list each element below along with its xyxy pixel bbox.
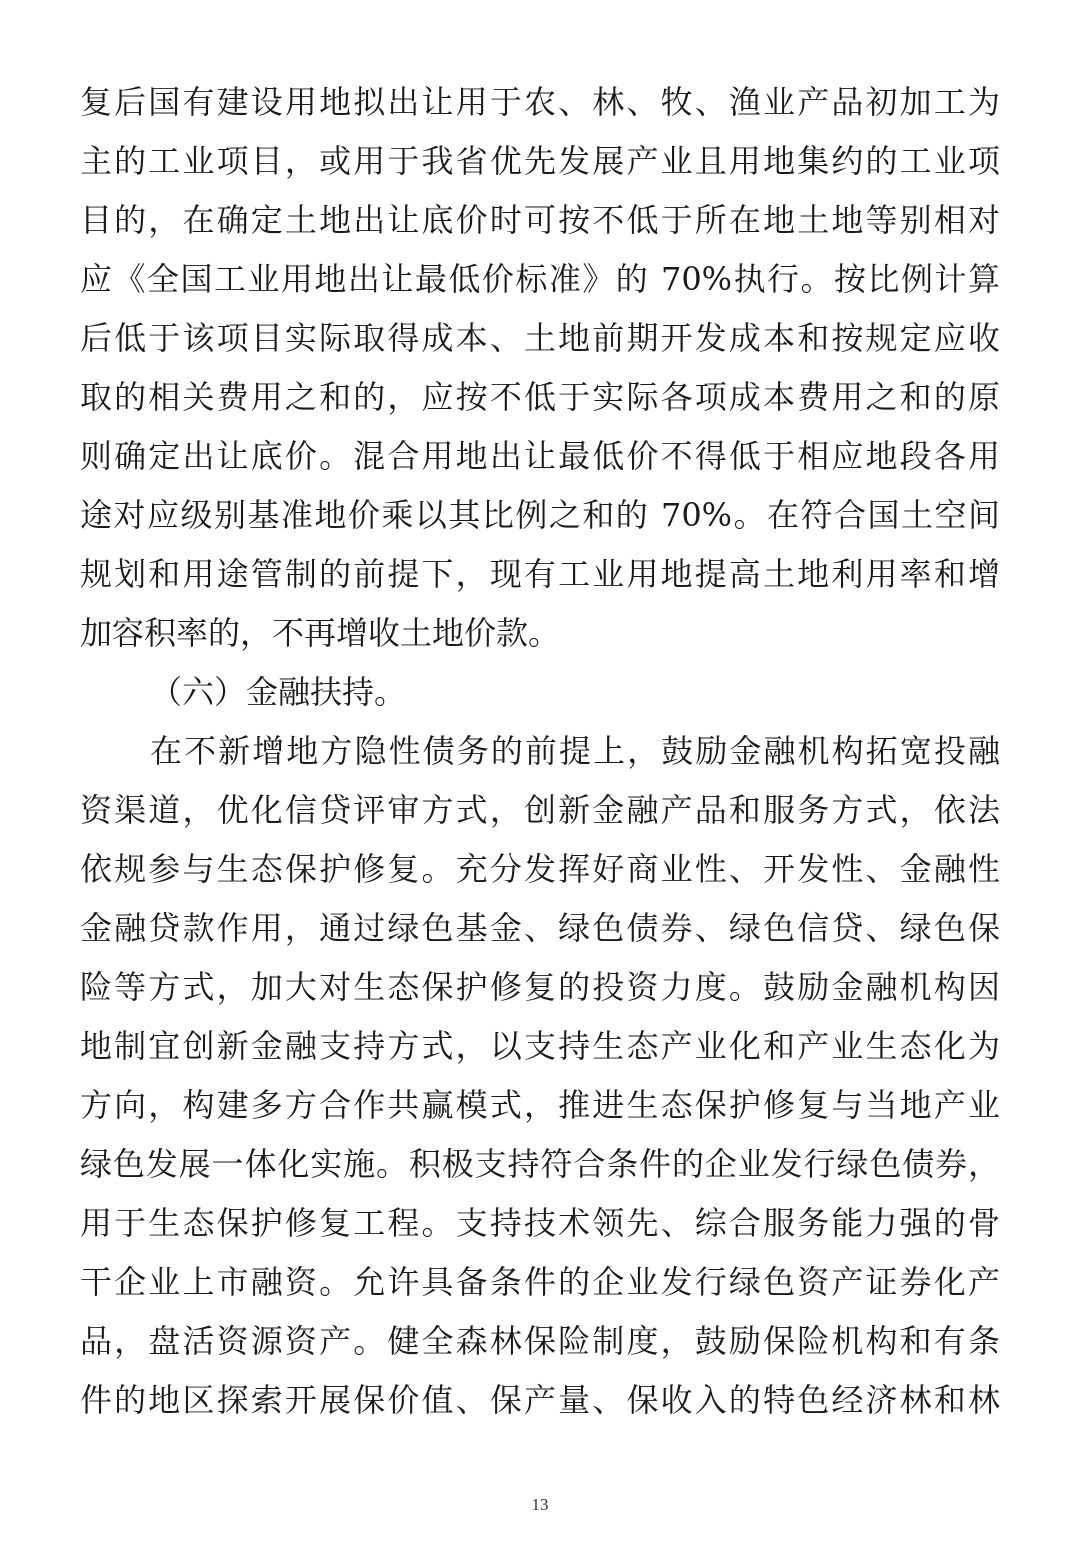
paragraph-2-line: 地制宜创新金融支持方式，以支持生态产业化和产业生态化为: [80, 1027, 1000, 1065]
paragraph-2-line: 险等方式，加大对生态保护修复的投资力度。鼓励金融机构因: [80, 968, 1000, 1006]
paragraph-2-line: 干企业上市融资。允许具备条件的企业发行绿色资产证券化产: [80, 1263, 1000, 1301]
page-number: 13: [531, 1495, 549, 1514]
paragraph-1-line: 复后国有建设用地拟出让用于农、林、牧、渔业产品初加工为: [80, 83, 1000, 121]
paragraph-1-line: 应《全国工业用地出让最低价标准》的 70%执行。按比例计算: [80, 260, 1000, 298]
paragraph-1-line: 途对应级别基准地价乘以其比例之和的 70%。在符合国土空间: [80, 496, 1000, 534]
paragraph-2-line: 金融贷款作用，通过绿色基金、绿色债券、绿色信贷、绿色保: [80, 909, 1000, 947]
paragraph-2-line: 用于生态保护修复工程。支持技术领先、综合服务能力强的骨: [80, 1204, 1000, 1242]
paragraph-1-line: 加容积率的，不再增收土地价款。: [80, 614, 561, 652]
paragraph-2-line: 件的地区探索开展保价值、保产量、保收入的特色经济林和林: [80, 1381, 1000, 1419]
paragraph-1-line: 后低于该项目实际取得成本、土地前期开发成本和按规定应收: [80, 319, 1000, 357]
paragraph-2-line: 在不新增地方隐性债务的前提上，鼓励金融机构拓宽投融: [150, 732, 1000, 770]
paragraph-1-line: 取的相关费用之和的，应按不低于实际各项成本费用之和的原: [80, 378, 1000, 416]
paragraph-2-line: 绿色发展一体化实施。积极支持符合条件的企业发行绿色债券，: [80, 1145, 1000, 1183]
paragraph-1-line: 主的工业项目，或用于我省优先发展产业且用地集约的工业项: [80, 142, 1000, 180]
paragraph-1-line: 规划和用途管制的前提下，现有工业用地提高土地利用率和增: [80, 555, 1000, 593]
paragraph-1-line: 则确定出让底价。混合用地出让最低价不得低于相应地段各用: [80, 437, 1000, 475]
section-heading: （六）金融扶持。: [150, 673, 407, 711]
paragraph-2-line: 方向，构建多方合作共赢模式，推进生态保护修复与当地产业: [80, 1086, 1000, 1124]
paragraph-2-line: 依规参与生态保护修复。充分发挥好商业性、开发性、金融性: [80, 850, 1000, 888]
paragraph-2-line: 品，盘活资源资产。健全森林保险制度，鼓励保险机构和有条: [80, 1322, 1000, 1360]
paragraph-2-line: 资渠道，优化信贷评审方式，创新金融产品和服务方式，依法: [80, 791, 1000, 829]
paragraph-1-line: 目的，在确定土地出让底价时可按不低于所在地土地等别相对: [80, 201, 1000, 239]
